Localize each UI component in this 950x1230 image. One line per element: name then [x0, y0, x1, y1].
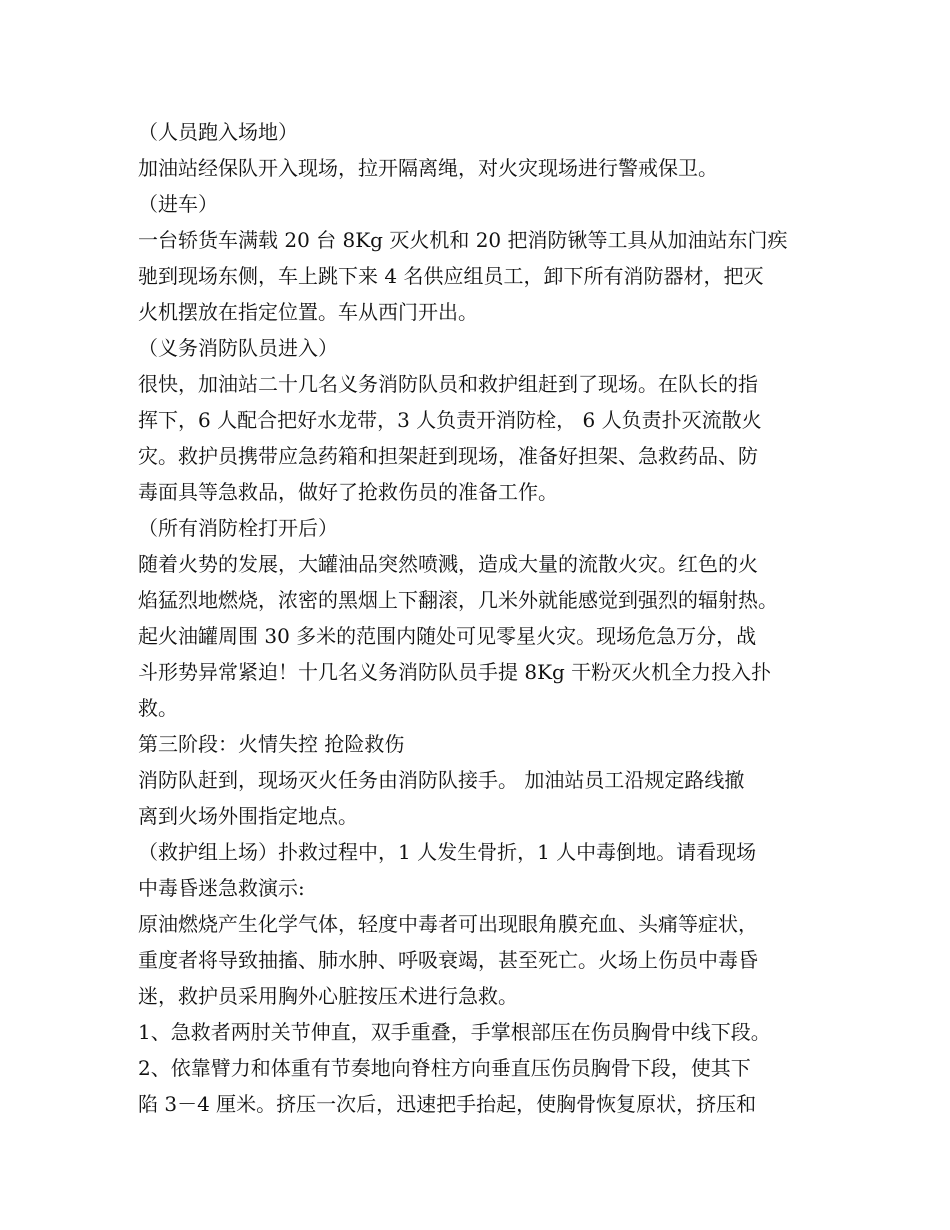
text-line: 随着火势的发展，大罐油品突然喷溅，造成大量的流散火灾。红色的火: [138, 552, 758, 576]
text-line: 加油站经保队开入现场，拉开隔离绳，对火灾现场进行警戒保卫。: [138, 156, 718, 180]
text-line: 救。: [138, 696, 178, 720]
text-line: 灾。救护员携带应急药箱和担架赶到现场，准备好担架、急救药品、防: [138, 444, 758, 468]
text-line: 1、急救者两肘关节伸直，双手重叠，手掌根部压在伤员胸骨中线下段。: [138, 1020, 771, 1044]
text-line: （人员跑入场地）: [138, 120, 298, 144]
text-line: 火机摆放在指定位置。车从西门开出。: [138, 300, 478, 324]
text-line: 焰猛烈地燃烧，浓密的黑烟上下翻滚，几米外就能感觉到强烈的辐射热。: [138, 588, 778, 612]
text-line: （义务消防队员进入）: [138, 336, 338, 360]
text-line: 重度者将导致抽搐、肺水肿、呼吸衰竭，甚至死亡。火场上伤员中毒昏: [138, 948, 758, 972]
text-line: （所有消防栓打开后）: [138, 516, 338, 540]
text-line: 消防队赶到，现场灭火任务由消防队接手。 加油站员工沿规定路线撤: [138, 768, 745, 792]
text-line: （进车）: [138, 192, 218, 216]
text-line: 陷 3－4 厘米。挤压一次后，迅速把手抬起，使胸骨恢复原状，挤压和: [138, 1092, 757, 1116]
document-body: [138, 114, 828, 1122]
text-line: 离到火场外围指定地点。: [138, 804, 358, 828]
text-line: 斗形势异常紧迫！十几名义务消防队员手提 8Kg 干粉灭火机全力投入扑: [138, 660, 772, 684]
text-line: 起火油罐周围 30 多米的范围内随处可见零星火灾。现场危急万分，战: [138, 624, 757, 648]
text-line: （救护组上场）扑救过程中，1 人发生骨折，1 人中毒倒地。请看现场: [138, 840, 757, 864]
section-heading: 第三阶段：火情失控 抢险救伤: [138, 732, 405, 756]
text-line: 原油燃烧产生化学气体，轻度中毒者可出现眼角膜充血、头痛等症状，: [138, 912, 758, 936]
text-line: 毒面具等急救品，做好了抢救伤员的准备工作。: [138, 480, 558, 504]
text-line: 2、依靠臂力和体重有节奏地向脊柱方向垂直压伤员胸骨下段，使其下: [138, 1056, 751, 1080]
text-line: 迷，救护员采用胸外心脏按压术进行急救。: [138, 984, 518, 1008]
text-line: 一台轿货车满载 20 台 8Kg 灭火机和 20 把消防锹等工具从加油站东门疾: [138, 228, 788, 252]
text-line: 很快，加油站二十几名义务消防队员和救护组赶到了现场。在队长的指: [138, 372, 758, 396]
text-line: 驰到现场东侧，车上跳下来 4 名供应组员工，卸下所有消防器材，把灭: [138, 264, 764, 288]
text-line: 挥下，6 人配合把好水龙带，3 人负责开消防栓， 6 人负责扑灭流散火: [138, 408, 762, 432]
text-line: 中毒昏迷急救演示:: [138, 876, 305, 900]
